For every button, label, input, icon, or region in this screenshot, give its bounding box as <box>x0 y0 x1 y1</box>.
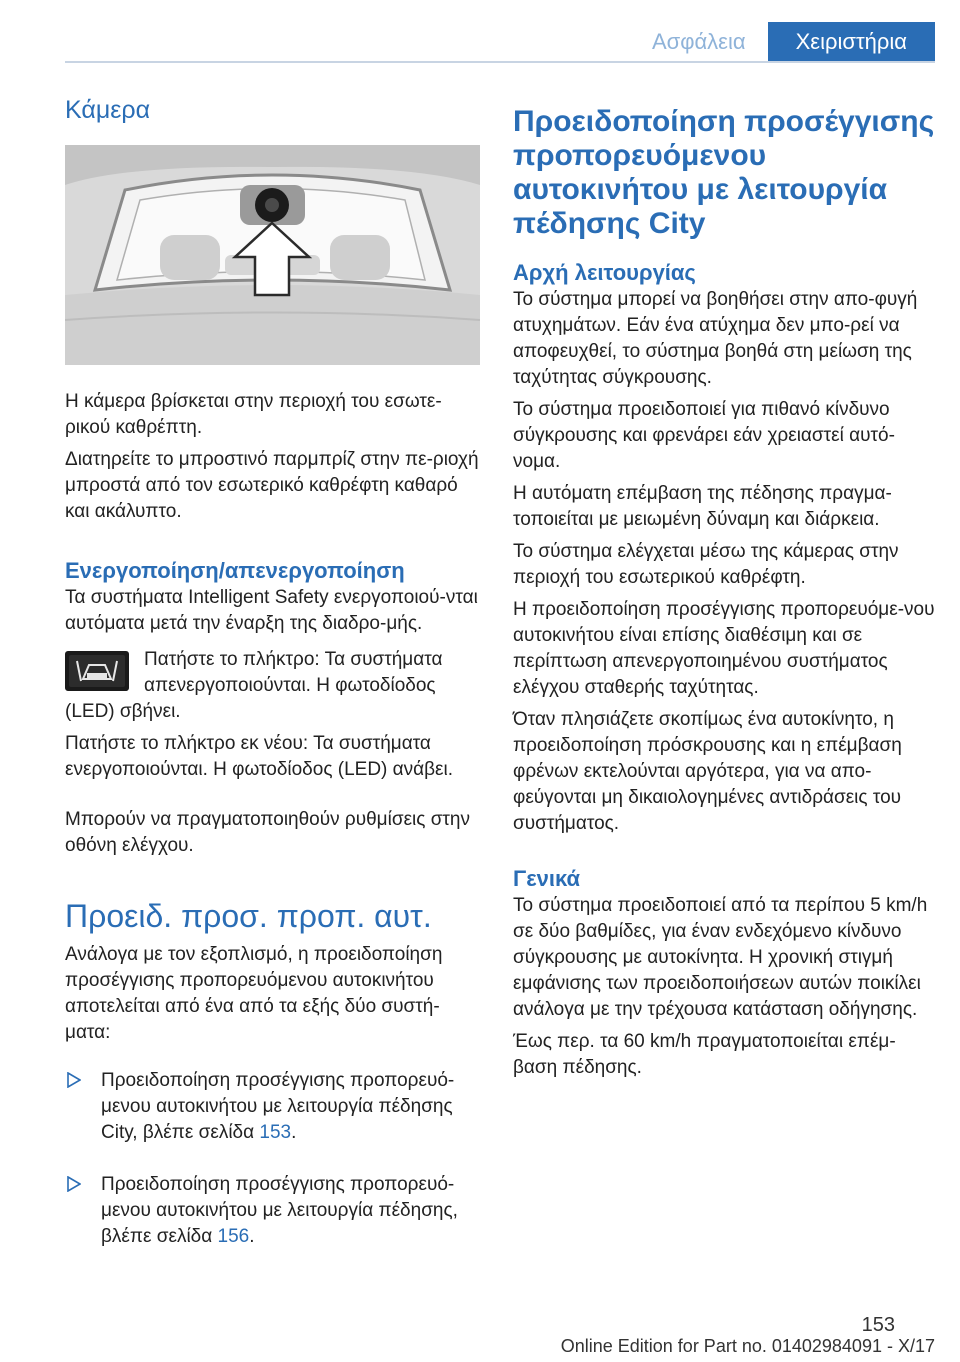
tab-controls[interactable]: Χειριστήρια <box>768 22 935 62</box>
page-link-156[interactable]: 156 <box>217 1226 250 1247</box>
header-divider <box>65 61 935 63</box>
activation-text-2a: Πατήστε το πλήκτρο: Τα συστήματα απενεργοποιούνται. Η φωτοδίοδος <box>144 649 443 696</box>
activation-text-4: Μπορούν να πραγματοποιηθούν ρυθμίσεις στην οθόνη ελέγχου. <box>65 809 470 856</box>
principle-text-5: Η προειδοποίηση προσέγγισης προπορευόμε-νου αυτοκινήτου είναι επίσης διαθέσιμη και σε περίπτωση απενεργοποιημένου συστήματος ελέγχου σταθερής ταχύτητας. <box>513 599 935 698</box>
section-title: Προειδοποίηση προσέγγισης προπορευόμενου αυτοκινήτου με λειτουργία πέδησης City <box>513 105 935 240</box>
principle-text-2: Το σύστημα προειδοποιεί για πιθανό κίνδυνο σύγκρουσης και φρενάρει εάν χρειαστεί αυτό-νομα. <box>513 399 895 472</box>
camera-figure <box>65 145 480 365</box>
principle-text-6: Όταν πλησιάζετε σκοπίμως ένα αυτοκίνητο, η προειδοποίηση πρόσκρουσης και η επέμβαση φρένων εκτελούνται αργότερα, για να απο-φεύγονται μη δικαιολογημένες αντιδράσεις του συστήματος. <box>513 709 902 834</box>
page-link-153[interactable]: 153 <box>259 1122 292 1143</box>
principle-text-1: Το σύστημα μπορεί να βοηθήσει στην απο-φυγή ατυχημάτων. Εάν ένα ατύχημα δεν μπο-ρεί να αποφευχθεί, το σύστημα βοηθά στη μείωση της ταχύτητας σύγκρουσης. <box>513 289 918 388</box>
tab-safety[interactable]: Ασφάλεια <box>651 29 746 54</box>
edition-footer: Online Edition for Part no. 01402984091 - X/17 <box>560 1336 935 1356</box>
triangle-right-icon <box>67 1176 81 1192</box>
activation-text-3: Πατήστε το πλήκτρο εκ νέου: Τα συστήματα ενεργοποιούνται. Η φωτοδίοδος (LED) ανάβει. <box>65 733 454 780</box>
activation-text-1: Τα συστήματα Intelligent Safety ενεργοποιού-νται αυτόματα μετά την έναρξη της διαδρο-μής. <box>65 587 478 634</box>
list-item <box>65 1068 480 1146</box>
triangle-right-icon <box>67 1072 81 1088</box>
general-text-1: Το σύστημα προειδοποιεί από τα περίπου 5 km/h σε δύο βαθμίδες, για έναν ενδεχόμενο κίνδυνο σύγκρουσης με αυτοκίνητα. Η χρονική στιγμή εμφάνισης των προειδοποιήσεων αυτών ποικίλει ανάλογα με την τρέχουσα κατάσταση οδήγησης. <box>513 895 928 1020</box>
car-interior-image <box>65 145 480 365</box>
bullet-end: . <box>291 1122 297 1143</box>
right-column <box>513 105 935 1087</box>
bullet-text: Προειδοποίηση προσέγγισης προπορευό-μενου αυτοκινήτου με λειτουργία πέδησης, βλέπε σελίδα <box>101 1174 458 1247</box>
principle-heading: Αρχή λειτουργίας <box>513 260 696 285</box>
left-column <box>65 95 480 1250</box>
general-text-2: Έως περ. τα 60 km/h πραγματοποιείται επέμ-βαση πέδησης. <box>513 1031 896 1078</box>
activation-text-2b: (LED) σβήνει. <box>65 701 181 722</box>
general-heading: Γενικά <box>513 866 581 891</box>
warning-heading: Προειδ. προσ. προπ. αυτ. <box>65 898 432 934</box>
camera-text-2: Διατηρείτε το μπροστινό παρμπρίζ στην πε-ριοχή μπροστά από τον εσωτερικό καθρέφτη καθαρό και ακάλυπτο. <box>65 449 479 522</box>
camera-heading: Κάμερα <box>65 96 151 124</box>
header-tabs <box>630 22 935 62</box>
principle-text-4: Το σύστημα ελέγχεται μέσω της κάμερας στην περιοχή του εσωτερικού καθρέφτη. <box>513 541 899 588</box>
camera-text-1: Η κάμερα βρίσκεται στην περιοχή του εσωτε-ρικού καθρέπτη. <box>65 391 442 438</box>
collision-warning-button-icon <box>65 651 129 691</box>
list-item <box>65 1172 480 1250</box>
bullet-text: Προειδοποίηση προσέγγισης προπορευό-μενου αυτοκινήτου με λειτουργία πέδησης City, βλέπε σελίδα <box>101 1070 455 1143</box>
activation-heading: Ενεργοποίηση/απενεργοποίηση <box>65 558 405 583</box>
page-number: 153 <box>861 1314 895 1336</box>
bullet-end: . <box>249 1226 255 1247</box>
button-instruction <box>65 647 480 699</box>
warning-text-1: Ανάλογα με τον εξοπλισμό, η προειδοποίηση προσέγγισης προπορευόμενου αυτοκινήτου αποτελείται από ένα από τα εξής δύο συστή-ματα: <box>65 944 443 1043</box>
principle-text-3: Η αυτόματη επέμβαση της πέδησης πραγμα-τοποιείται με μειωμένη δύναμη και διάρκεια. <box>513 483 892 530</box>
